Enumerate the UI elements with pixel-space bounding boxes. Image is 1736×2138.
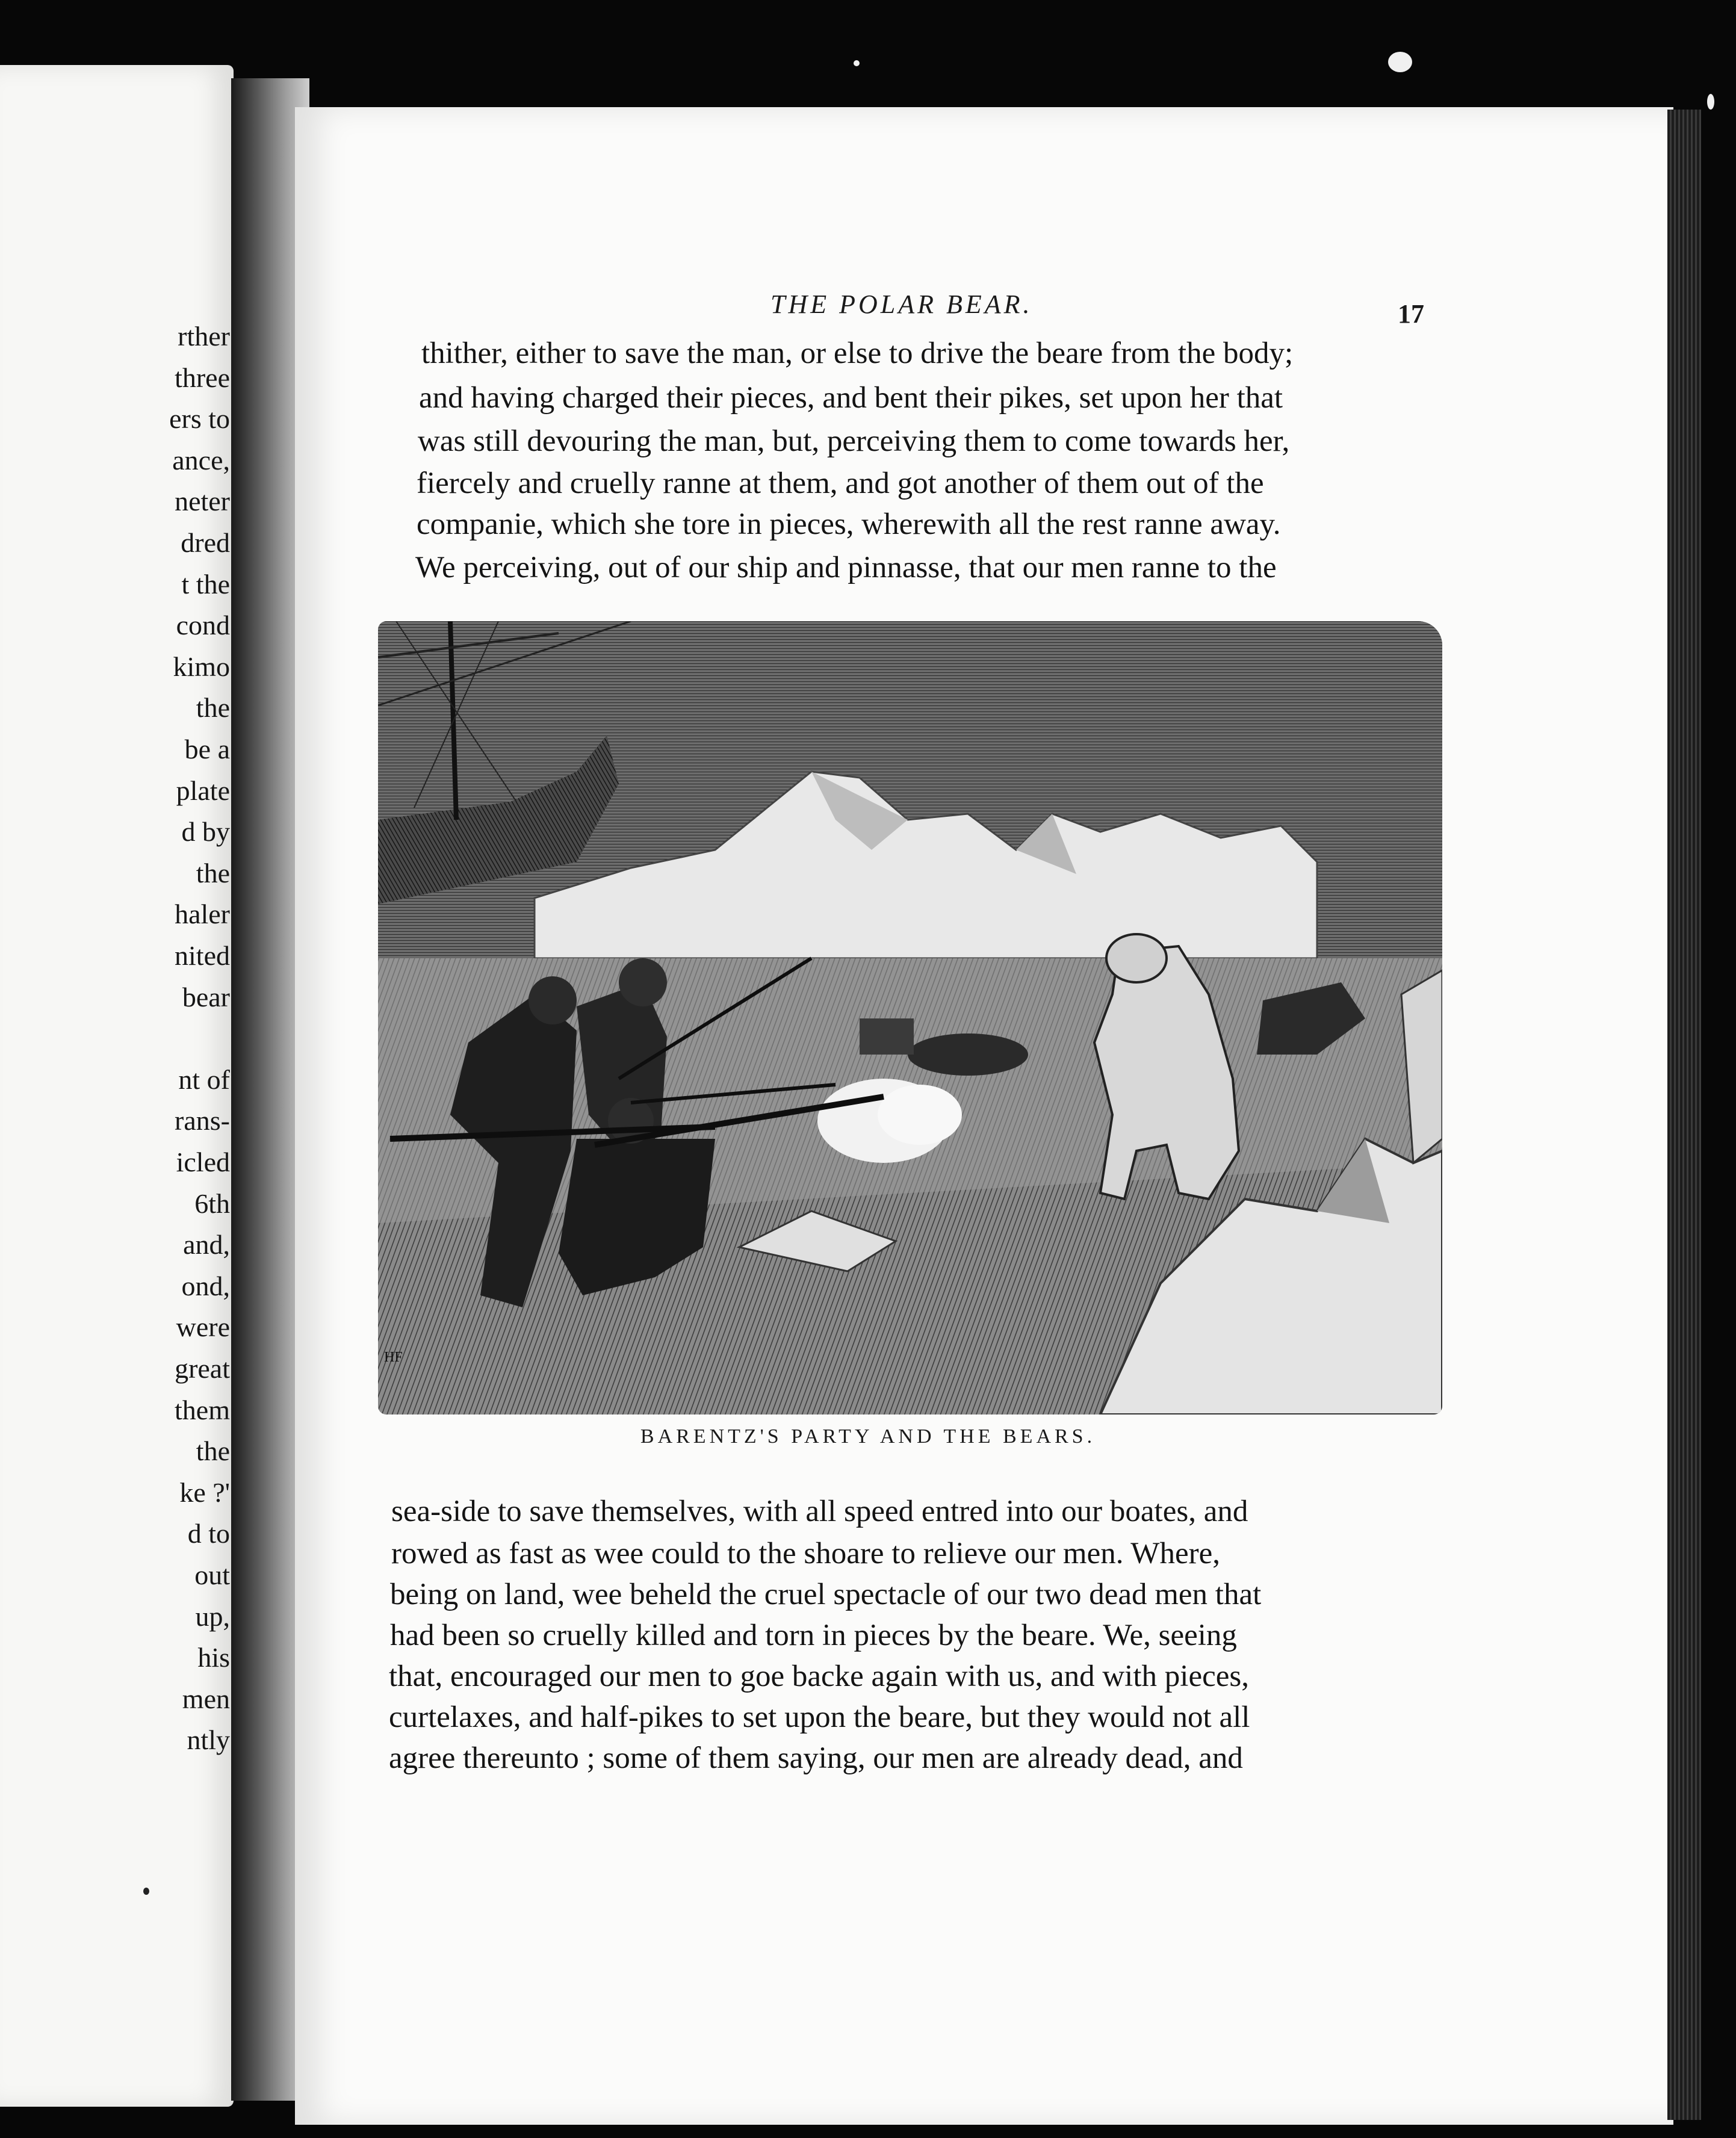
text-line: that, encouraged our men to goe backe again with us, and with pieces, [389,1659,1249,1693]
text-line: agree thereunto ; some of them saying, our men are already dead, and [389,1741,1243,1775]
illustration-caption: BARENTZ'S PARTY AND THE BEARS. [640,1425,1096,1448]
left-page-line-fragment: nt of [178,1064,230,1095]
text-line: sea-side to save themselves, with all speed entred into our boates, and [391,1495,1248,1528]
left-page-line-fragment: dred [181,527,230,558]
left-page-line-fragment: ond, [181,1270,230,1301]
dust-speck [1707,94,1714,110]
dust-speck [854,60,860,66]
left-page-line-fragment: be a [184,734,230,764]
left-page-line-fragment: icled [176,1147,230,1177]
left-page-line-fragment: his [197,1642,230,1673]
engraver-mark: HF [384,1349,403,1365]
page-edge-stack [1667,110,1701,2120]
left-page-line-fragment: out [194,1560,230,1590]
left-page-line-fragment: were [176,1312,230,1343]
left-page-line-fragment: kimo [173,651,230,682]
text-line: was still devouring the man, but, perceiving them to come towards her, [418,424,1290,458]
left-page-line-fragment: d by [181,816,230,847]
text-line: being on land, wee beheld the cruel spectacle of our two dead men that [390,1578,1262,1611]
left-page-line-fragment: the [196,857,230,888]
dust-speck [1388,52,1412,72]
left-page-line-fragment: t the [181,568,230,600]
left-page-line-fragment: d to [187,1518,230,1549]
left-page-fragment [0,65,234,2107]
left-page-line-fragment: ke ?' [179,1476,230,1508]
left-page-line-fragment: three [175,362,230,393]
left-page-line-fragment: 6th [194,1188,230,1219]
left-page-line-fragment: plate [176,775,230,806]
left-page-line-fragment: ance, [172,444,230,476]
left-page-line-fragment: rther [178,321,230,352]
left-page-line-fragment: the [196,1436,230,1467]
left-page-line-fragment: ers to [169,403,230,435]
text-line: had been so cruelly killed and torn in pieces by the beare. We, seeing [390,1619,1237,1652]
text-line: curtelaxes, and half-pikes to set upon the beare, but they would not all [389,1700,1250,1734]
left-page-line-fragment: and, [183,1229,230,1260]
left-page-line-fragment: haler [175,899,230,930]
left-page-line-fragment: up, [195,1600,230,1632]
engraving-illustration [378,621,1442,1414]
left-page-line-fragment: rans- [175,1105,230,1136]
left-page-line-fragment: neter [175,486,230,517]
left-page-line-fragment: bear [182,981,230,1012]
text-line: rowed as fast as wee could to the shoare to relieve our men. Where, [391,1537,1220,1570]
left-page-line-fragment: great [175,1353,230,1384]
dust-speck [143,1888,149,1895]
text-line: and having charged their pieces, and bent their pikes, set upon her that [419,381,1283,415]
text-line: thither, either to save the man, or else to drive the beare from the body; [421,336,1294,370]
left-page-line-fragment: men [182,1683,230,1714]
left-page-line-fragment: cond [176,610,230,641]
barrel [860,1018,914,1055]
text-line: fiercely and cruelly ranne at them, and got another of them out of the [417,466,1264,500]
left-page-line-fragment: ntly [187,1724,230,1756]
page-number: 17 [1398,299,1424,329]
engraving-drawing [378,621,1442,1414]
text-line: We perceiving, out of our ship and pinnasse, that our men ranne to the [415,551,1277,584]
left-page-line-fragment: them [175,1394,230,1425]
fallen-man [908,1033,1028,1076]
running-head: THE POLAR BEAR. [770,290,1033,319]
left-page-line-fragment: the [196,692,230,724]
left-page-line-fragment: nited [175,940,230,971]
text-line: companie, which she tore in pieces, wherewith all the rest ranne away. [417,507,1281,541]
